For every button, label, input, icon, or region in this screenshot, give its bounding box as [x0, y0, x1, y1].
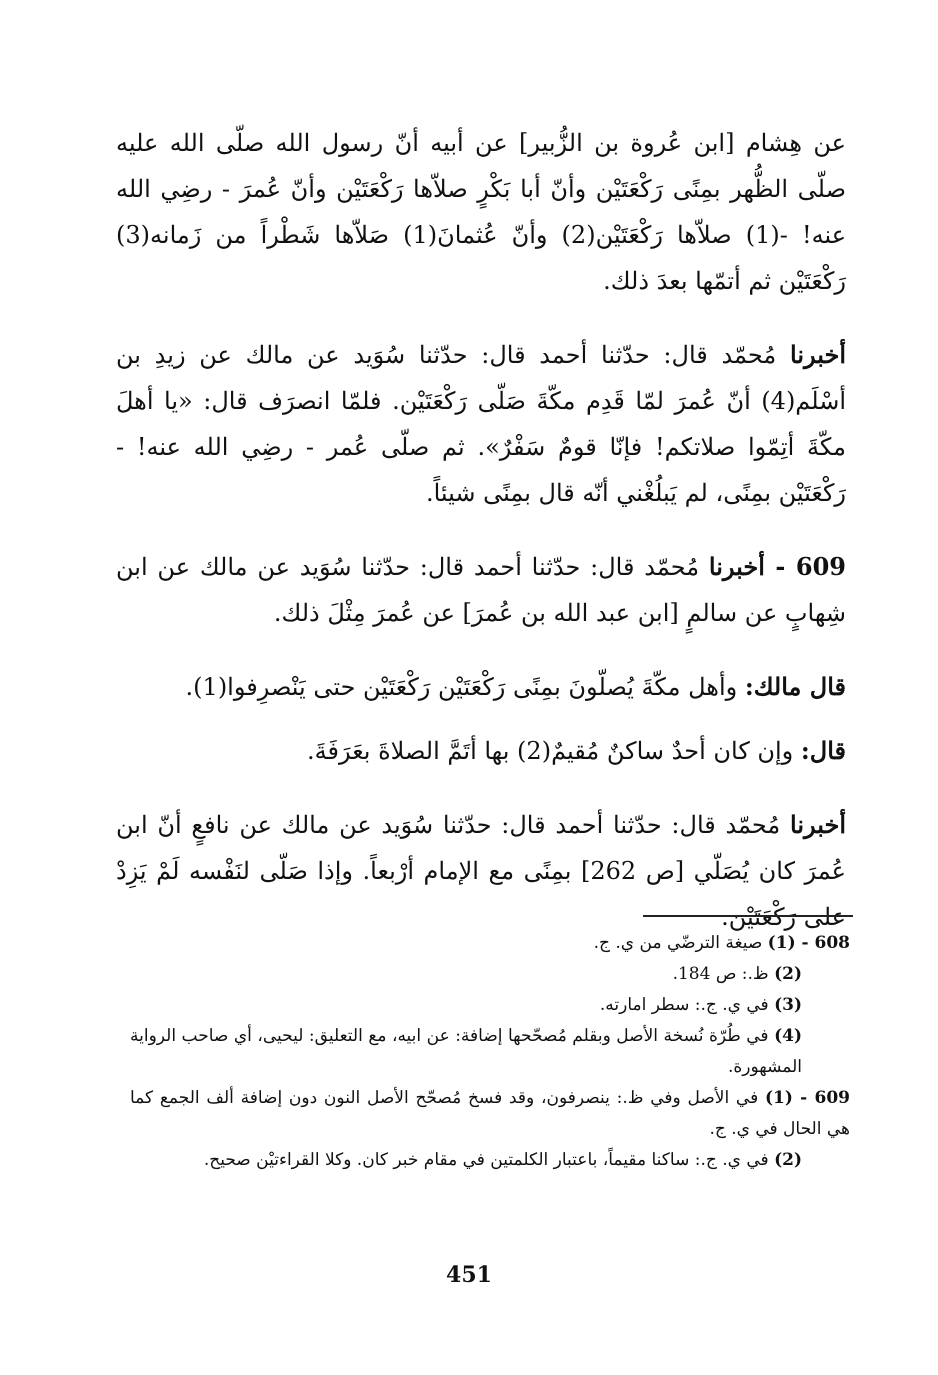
footnote-text: في ي. ج.: سطر امارته. [599, 995, 769, 1015]
footnote-608-3 [130, 990, 850, 1021]
paragraph-qala-malik [116, 664, 846, 710]
paragraph-qala [116, 728, 846, 774]
page-number: 451 [446, 1262, 492, 1288]
footnote-text: في طُرّة نُسخة الأصل وبقلم مُصحّحها إضافة: عن ابيه، مع التعليق: ليحيى، أي صاحب الرواية المشهورة. [130, 1026, 802, 1077]
footnote-609-2 [130, 1145, 850, 1176]
paragraph-text: مُحمّد قال: حدّثنا أحمد قال: حدّثنا سُوَيد عن مالك عن نافعٍ أنّ ابن عُمرَ كان يُصَلّي [ص 262] بمِنًى مع الإمام أرْبعاً. وإذا صَلّى لنَفْسه لَمْ يَزِدْ على رَكْعَتَيْن. [116, 811, 846, 931]
main-text [116, 120, 846, 968]
footnote-608-4 [130, 1021, 850, 1083]
footnote-number: 609 - (1) [764, 1088, 850, 1108]
paragraph-609 [116, 544, 846, 636]
paragraph-text: مُحمّد قال: حدّثنا أحمد قال: حدّثنا سُوَيد عن مالك عن زيدِ بن أسْلَم(4) أنّ عُمرَ لمّا قَدِم مكّةَ صَلّى رَكْعَتَيْن. فلمّا انصرَف قال: «يا أهلَ مكّةَ أتِمّوا صلاتكم! فإنّا قومٌ سَفْرٌ». ثم صلّى عُمر - رضِي الله عنه! - رَكْعَتَيْن بمِنًى، لم يَبلُغْني أنّه قال بمِنًى شيئاً. [116, 341, 846, 507]
paragraph-text: مُحمّد قال: حدّثنا أحمد قال: حدّثنا سُوَيد عن مالك عن ابن شِهابٍ عن سالمٍ [ابن عبد الله بن عُمرَ] عن عُمرَ مِثْلَ ذلك. [116, 553, 846, 627]
paragraph-hisham [116, 120, 846, 304]
paragraph-zayd [116, 332, 846, 516]
paragraph-lead: أخبرنا [790, 340, 846, 369]
footnote-text: في ي. ج.: ساكنا مقيماً، باعتبار الكلمتين في مقام خبر كان. وكلا القراءتيْن صحيح. [203, 1150, 769, 1170]
footnote-text: ظ.: ص 184. [672, 964, 769, 984]
paragraph-lead: قال: [800, 736, 846, 765]
footnote-text: في الأصل وفي ظ.: ينصرفون، وقد فسخ مُصحّح الأصل النون دون إضافة ألف الجمع كما هي الحال في ي. ج. [130, 1088, 850, 1139]
footnote-number: 608 - (1) [767, 933, 850, 953]
footnote-608-1 [130, 928, 850, 959]
footnote-number: (3) [774, 995, 802, 1015]
footnote-number: (2) [774, 964, 802, 984]
footnotes [130, 928, 850, 1176]
paragraph-nafi [116, 802, 846, 940]
footnote-608-2 [130, 959, 850, 990]
footnote-divider [643, 915, 853, 917]
footnote-text: صيغة الترضّي من ي. ج. [593, 933, 763, 953]
footnote-number: (2) [774, 1150, 802, 1170]
footnote-609-1 [130, 1083, 850, 1145]
paragraph-text: عن هِشام [ابن عُروة بن الزُّبير] عن أبيه أنّ رسول الله صلّى الله عليه صلّى الظُّهر بمِنًى رَكْعَتَيْن وأنّ أبا بَكْرٍ صلاّها رَكْعَتَيْن وأنّ عُمرَ - رضِي الله عنه! -(1) صلاّها رَكْعَتَيْن(2) وأنّ عُثمانَ(1) صَلاّها شَطْراً من زَمانه(3) رَكْعَتَيْن ثم أتمّها بعدَ ذلك. [116, 129, 847, 295]
paragraph-lead: قال مالك: [744, 672, 846, 701]
paragraph-text: وأهل مكّةَ يُصلّونَ بمِنًى رَكْعَتَيْن رَكْعَتَيْن حتى يَنْصرِفوا(1). [185, 673, 738, 701]
paragraph-lead: 609 - أخبرنا [708, 552, 847, 581]
paragraph-lead: أخبرنا [790, 810, 846, 839]
footnote-number: (4) [774, 1026, 802, 1046]
paragraph-text: وإن كان أحدٌ ساكنٌ مُقيمٌ(2) بها أتَمَّ الصلاةَ بعَرَفَةَ. [307, 737, 794, 765]
